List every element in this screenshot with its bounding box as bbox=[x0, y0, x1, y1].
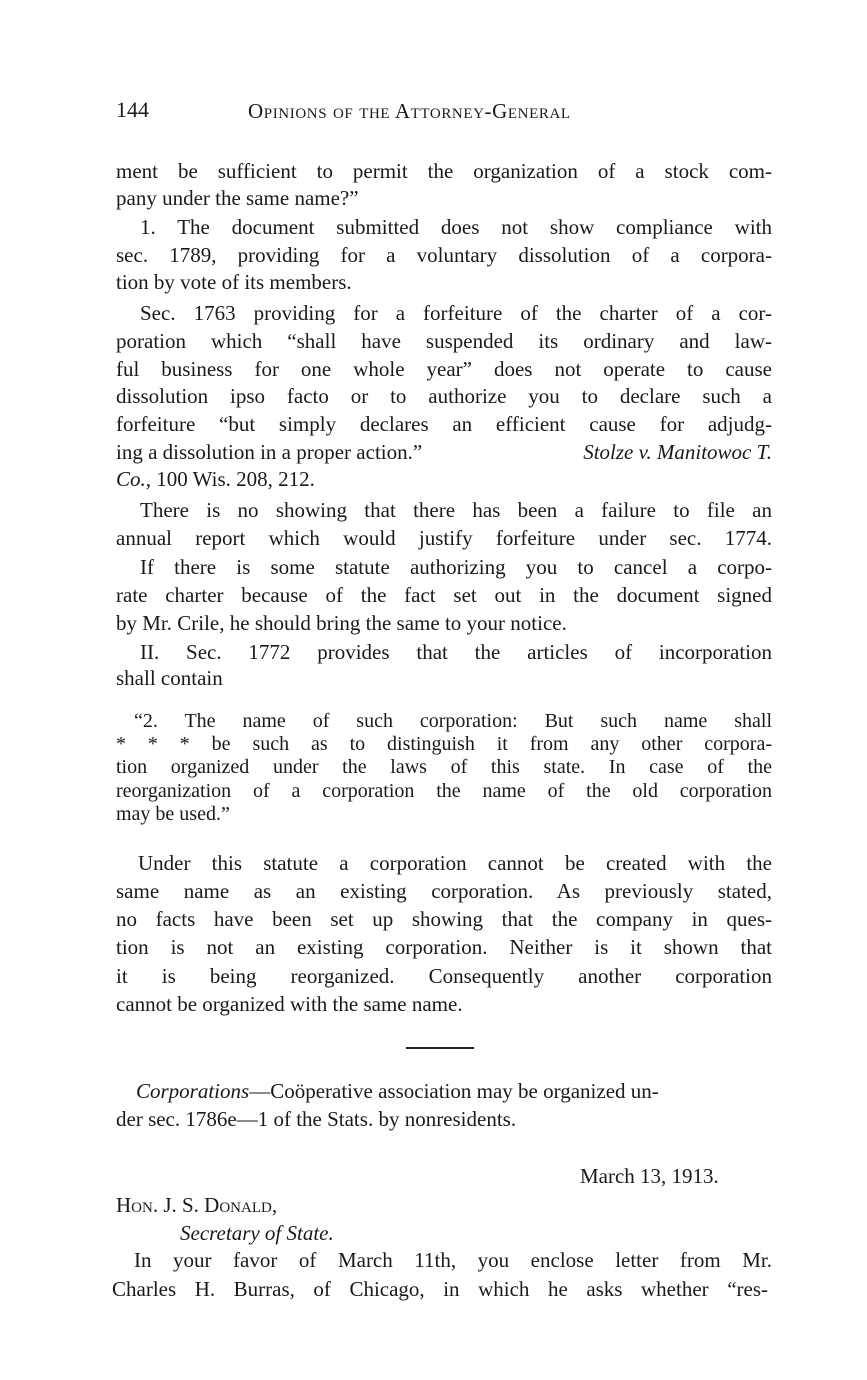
text-line: ment be sufficient to permit the organization of a stock com- bbox=[116, 159, 772, 183]
quote-line: “2. The name of such corporation: But such name shall bbox=[134, 710, 772, 732]
letter-date: March 13, 1913. bbox=[580, 1164, 719, 1188]
text-line: dissolution ipso facto or to authorize you to declare such a bbox=[116, 384, 772, 408]
text-line: ful business for one whole year” does not operate to cause bbox=[116, 357, 772, 381]
text-line: no facts have been set up showing that the company in ques- bbox=[116, 907, 772, 931]
text-line: annual report which would justify forfeiture under sec. 1774. bbox=[116, 526, 772, 550]
quote-line: tion organized under the laws of this state. In case of the bbox=[116, 756, 772, 778]
addressee-name: Hon. J. S. Donald, bbox=[116, 1193, 278, 1217]
case-citation: Co., bbox=[116, 467, 152, 491]
text-line: cannot be organized with the same name. bbox=[116, 992, 463, 1016]
text-line: tion is not an existing corporation. Neither is it shown that bbox=[116, 935, 772, 959]
text-line: forfeiture “but simply declares an efficient cause for adjudg- bbox=[116, 412, 772, 436]
headnote-line bbox=[136, 1077, 772, 1105]
page-number: 144 bbox=[116, 97, 149, 122]
quote-line: may be used.” bbox=[116, 803, 230, 825]
running-head: Opinions of the Attorney-General bbox=[248, 99, 571, 123]
text-fragment: ing a dissolution in a proper action.” bbox=[116, 440, 423, 464]
text-fragment: —Coöperative association may be organized un- bbox=[249, 1079, 659, 1103]
addressee-title: Secretary of State. bbox=[180, 1221, 334, 1245]
text-line: sec. 1789, providing for a voluntary dissolution of a corpora- bbox=[116, 243, 772, 267]
text-line: II. Sec. 1772 provides that the articles of incorporation bbox=[140, 640, 772, 664]
text-line: There is no showing that there has been a failure to file an bbox=[140, 498, 772, 522]
text-line: Under this statute a corporation cannot be created with the bbox=[138, 851, 772, 875]
text-line: tion by vote of its members. bbox=[116, 270, 352, 294]
text-line: poration which “shall have suspended its ordinary and law- bbox=[116, 329, 772, 353]
case-citation: Stolze v. Manitowoc T. bbox=[583, 440, 772, 464]
text-line: pany under the same name?” bbox=[116, 186, 359, 210]
text-line: by Mr. Crile, he should bring the same to your notice. bbox=[116, 611, 567, 635]
text-line: shall contain bbox=[116, 666, 223, 690]
section-divider bbox=[406, 1047, 474, 1049]
text-line: same name as an existing corporation. As previously stated, bbox=[116, 879, 772, 903]
text-line: 1. The document submitted does not show compliance with bbox=[140, 215, 772, 239]
text-line: Sec. 1763 providing for a forfeiture of the charter of a cor- bbox=[140, 301, 772, 325]
quote-line: reorganization of a corporation the name of the old corporation bbox=[116, 780, 772, 802]
text-fragment: 100 Wis. 208, 212. bbox=[156, 467, 315, 491]
headnote-topic: Corporations bbox=[136, 1079, 250, 1103]
text-line: it is being reorganized. Consequently another corporation bbox=[116, 964, 772, 988]
text-line bbox=[116, 438, 772, 466]
text-line: Charles H. Burras, of Chicago, in which he asks whether “res- bbox=[112, 1277, 768, 1301]
text-line bbox=[116, 465, 772, 493]
headnote-line: der sec. 1786e—1 of the Stats. by nonresidents. bbox=[116, 1107, 517, 1131]
text-line: In your favor of March 11th, you enclose letter from Mr. bbox=[134, 1248, 772, 1272]
text-line: rate charter because of the fact set out in the document signed bbox=[116, 583, 772, 607]
text-line: If there is some statute authorizing you to cancel a corpo- bbox=[140, 555, 772, 579]
quote-line: * * * be such as to distinguish it from any other corpora- bbox=[116, 733, 772, 755]
